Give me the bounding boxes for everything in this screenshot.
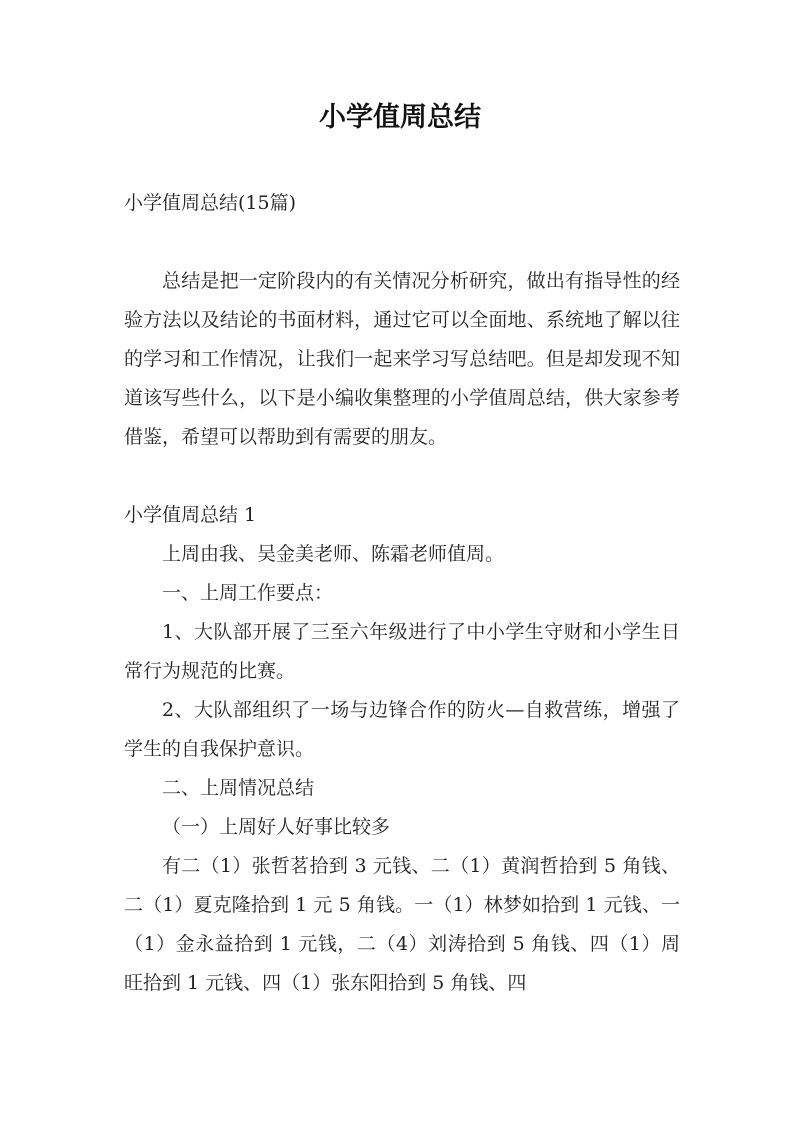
document-body [124, 184, 680, 1003]
body-paragraph: 上周由我、吴金美老师、陈霜老师值周。 [162, 543, 505, 565]
intro-paragraph: 总结是把一定阶段内的有关情况分析研究，做出有指导性的经验方法以及结论的书面材料，通过它可以全面地、系统地了解以往的学习和工作情况，让我们一起来学习写总结吧。但是却发现不知道该写些什么，以下是小编收集整理的小学值周总结，供大家参考借鉴，希望可以帮助到有需要的朋友。 [124, 270, 680, 448]
body-paragraph: 一、上周工作要点： [162, 582, 334, 604]
body-paragraph: 2、大队部组织了一场与边锋合作的防火—自救营练，增强了学生的自我保护意识。 [124, 699, 680, 760]
body-paragraph: 有二（1）张哲茗拾到 3 元钱、二（1）黄润哲拾到 5 角钱、二（1）夏克隆拾到 1 元 5 角钱。一（1）林梦如拾到 1 元钱、一（1）金永益拾到 1 元钱，二（4）刘涛拾到 5 角钱、四（1）周旺拾到 1 元钱、四（1）张东阳拾到 5 角钱、四 [124, 855, 680, 994]
document-subtitle: 小学值周总结(15篇) [124, 192, 297, 214]
body-paragraph: 1、大队部开展了三至六年级进行了中小学生守财和小学生日常行为规范的比赛。 [124, 621, 680, 682]
body-paragraph: 二、上周情况总结 [162, 777, 315, 799]
body-paragraph: （一）上周好人好事比较多 [162, 816, 391, 838]
section-heading: 小学值周总结 1 [124, 504, 257, 526]
page-title: 小学值周总结 [319, 102, 481, 133]
